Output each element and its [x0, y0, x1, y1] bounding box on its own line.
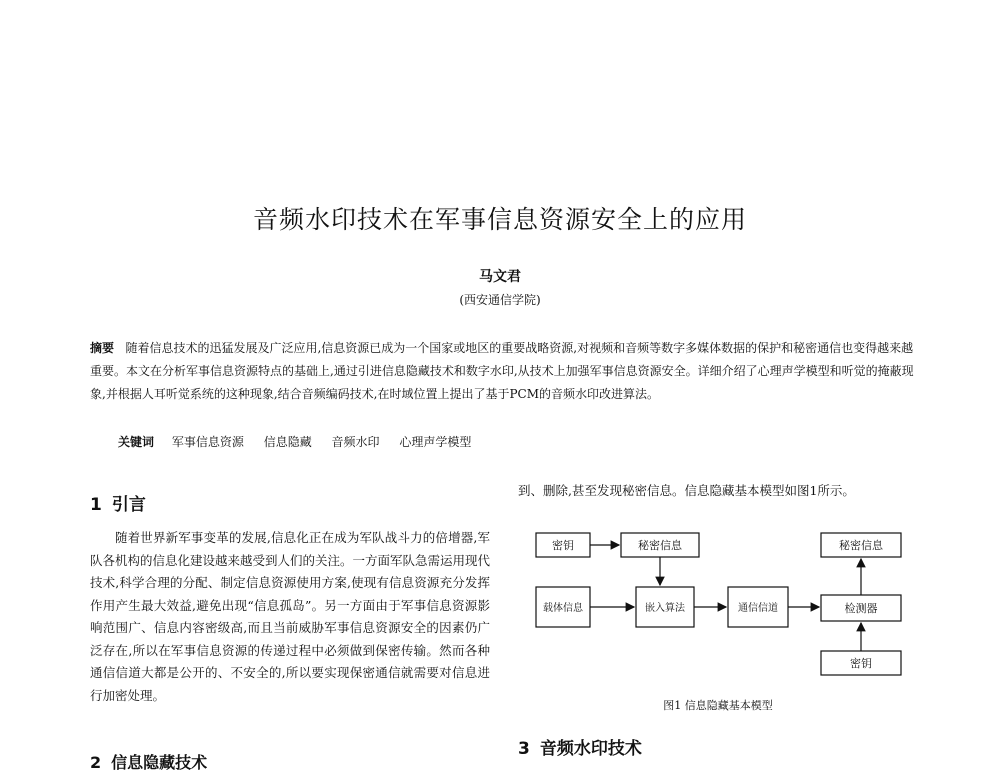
box-label: 秘密信息: [839, 539, 883, 552]
abstract-text: 随着信息技术的迅猛发展及广泛应用,信息资源已成为一个国家或地区的重要战略资源,对视频和音频等数字多媒体数据的保护和秘密通信也变得越来越重要。本文在分析军事信息资源特点的基础上,通过引进信息隐藏技术和数字水印,从技术上加强军事信息资源安全。详细介绍了心理声学模型和听觉的掩蔽现象,并根据人耳听觉系统的这种现象,结合音频编码技术,在时域位置上提出了基于PCM的音频水印改进算法。: [90, 341, 914, 401]
section-heading-2: [90, 750, 207, 773]
author: 马文君: [479, 269, 521, 285]
box-label: 嵌入算法: [645, 603, 685, 614]
section-number: 1: [90, 495, 102, 515]
box-label: 秘密信息: [638, 539, 682, 552]
keyword: 信息隐藏: [263, 435, 312, 449]
keyword: 心理声学模型: [399, 435, 472, 449]
section-title: 音频水印技术: [539, 739, 642, 759]
section-title: 引言: [111, 495, 146, 515]
paper-title: 音频水印技术在军事信息资源安全上的应用: [252, 205, 747, 234]
keywords-label: 关键词: [118, 435, 155, 449]
box-label: 通信信道: [738, 603, 778, 614]
box-label: 检测器: [844, 602, 878, 615]
section-title: 信息隐藏技术: [111, 753, 208, 772]
section-heading-1: [90, 490, 146, 515]
section-1-body: 随着世界新军事变革的发展,信息化正在成为军队战斗力的倍增器,军队各机构的信息化建设越来越受到人们的关注。一方面军队急需运用现代技术,科学合理的分配、制定信息资源使用方案,使现有信息资源充分发挥作用产生最大效益,避免出现“信息孤岛”。另一方面由于军事信息资源影响范围广、信息内容密级高,而且当前威胁军事信息资源安全的因素仍广泛存在,所以在军事信息资源的传递过程中必须做到保密传输。然而各种通信信道大都是公开的、不安全的,所以要实现保密通信就需要对信息进行加密处理。: [90, 530, 491, 703]
section-number: 2: [90, 753, 102, 772]
right-column-text: 到、删除,甚至发现秘密信息。信息隐藏基本模型如图1所示。: [518, 483, 855, 498]
info-hiding-model-diagram: [518, 525, 918, 685]
box-label: 密钥: [552, 539, 574, 552]
abstract-label: 摘要: [90, 341, 115, 355]
section-heading-3: [518, 734, 642, 759]
figure-caption: 图1 信息隐藏基本模型: [663, 699, 773, 712]
keywords: [118, 433, 487, 450]
affiliation: (西安通信学院): [459, 293, 541, 307]
keyword: 军事信息资源: [171, 435, 244, 449]
abstract: [90, 337, 916, 406]
keyword: 音频水印: [331, 435, 380, 449]
box-label: 载体信息: [543, 603, 583, 614]
section-number: 3: [518, 739, 530, 759]
box-label: 密钥: [850, 657, 872, 670]
